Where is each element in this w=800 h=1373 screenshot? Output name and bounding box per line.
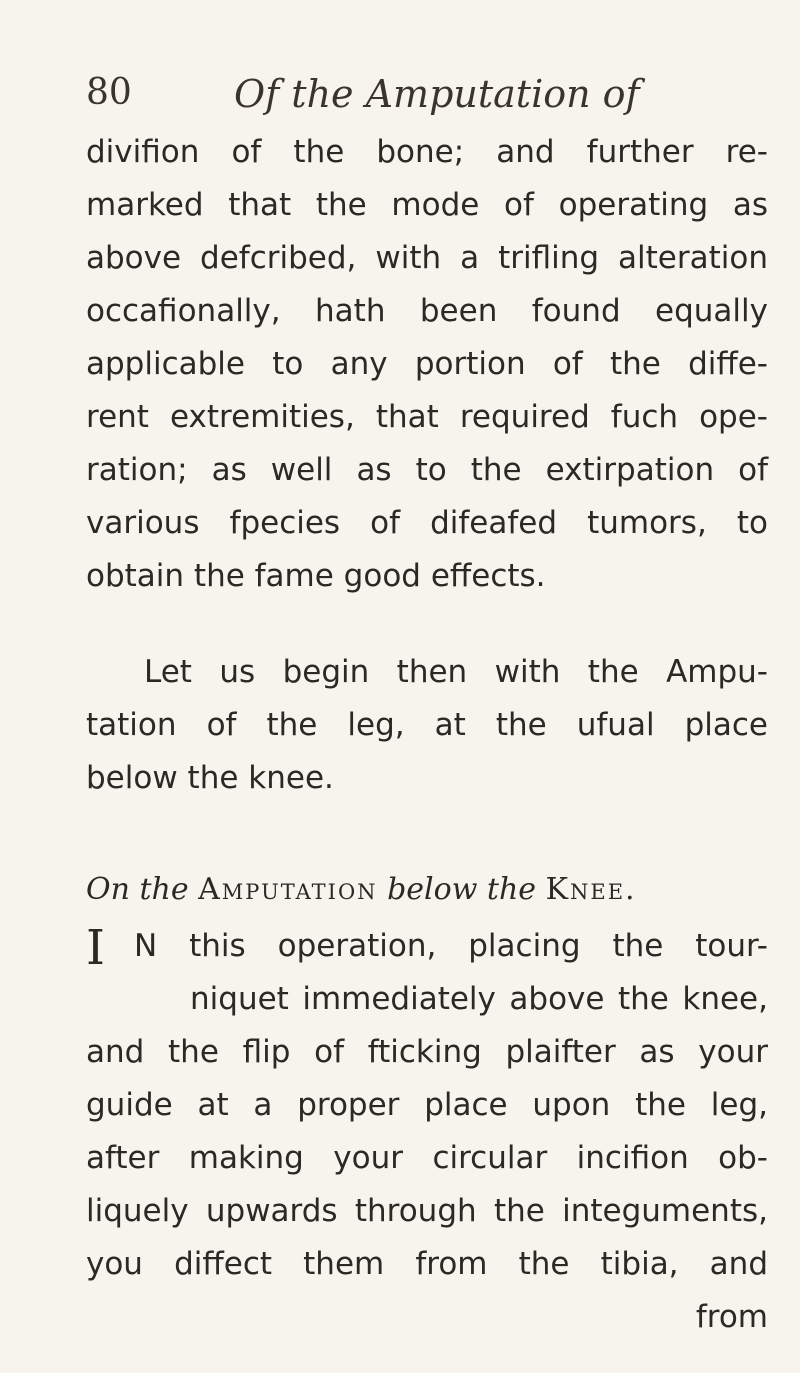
section-heading [86,872,768,907]
text-line: after making your circular incifion ob- [86,1140,768,1176]
first-line [86,920,768,976]
text-line: and the flip of fticking plaifter as your [86,1034,768,1070]
text-line: ration; as well as to the extirpation of [86,452,768,488]
heading-part: On the [86,872,189,907]
text-line: below the knee. [86,760,334,796]
text-line: Let us begin then with the Ampu- [144,654,768,690]
drop-cap: I [86,920,105,976]
text-line: guide at a proper place upon the leg, [86,1087,768,1123]
text-line: various fpecies of difeafed tumors, to [86,505,768,541]
paragraph-3 [86,920,768,1344]
text-line: rent extremities, that required fuch ope- [86,399,768,435]
text-line: applicable to any portion of the diffe- [86,346,768,382]
text-line: above defcribed, with a trifling alteration [86,240,768,276]
heading-part: Knee. [545,872,637,907]
page-header [86,72,766,122]
paragraph-2 [86,646,768,805]
paragraph-1 [86,126,768,603]
text-line: obtain the fame good effects. [86,558,546,594]
heading-part: below the [387,872,537,907]
running-head: Of the Amputation of [234,72,640,116]
text-line: occafionally, hath been found equally [86,293,768,329]
text-line: N this operation, placing the tour- [134,928,768,964]
catchword: from [695,1299,768,1335]
text-line: divifion of the bone; and further re- [86,134,768,170]
text-line: you diffect them from the tibia, and [86,1246,768,1282]
text-line: tation of the leg, at the ufual place [86,707,768,743]
text-line: niquet immediately above the knee, [190,981,768,1017]
text-line: marked that the mode of operating as [86,187,768,223]
text-line: liquely upwards through the integuments, [86,1193,768,1229]
page-number: 80 [86,72,132,113]
heading-part: Amputation [198,872,378,907]
